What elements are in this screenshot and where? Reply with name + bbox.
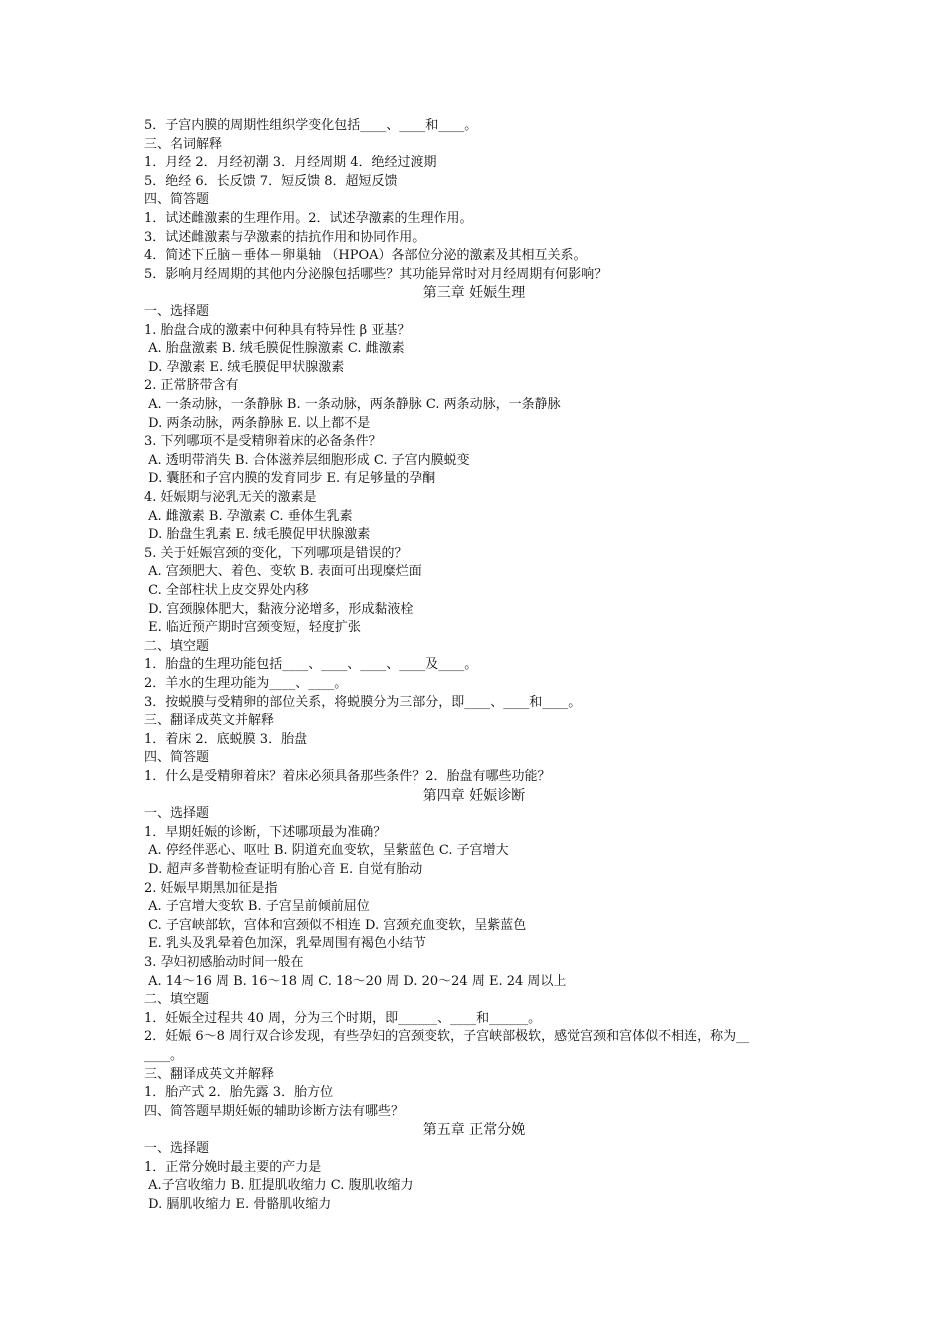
text-line: D. 胎盘生乳素 E. 绒毛膜促甲状腺激素 — [144, 527, 371, 543]
text-line: D. 两条动脉，两条静脉 E. 以上都不是 — [144, 415, 371, 431]
text-line: 三、名词解释 — [144, 136, 223, 152]
chapter-heading: 第三章 妊娠生理 — [422, 285, 526, 302]
text-line: 1. 胎盘合成的激素中何种具有特异性 β 亚基？ — [144, 322, 411, 338]
text-line: E. 临近预产期时宫颈变短，轻度扩张 — [144, 620, 361, 636]
text-line: ____。 — [144, 1048, 184, 1063]
text-line: D. 超声多普勒检查证明有胎心音 E. 自觉有胎动 — [144, 862, 423, 877]
text-line: 4．简述下丘脑－垂体－卵巢轴 （HPOA）各部位分泌的激素及其相互关系。 — [144, 248, 587, 264]
text-line: D. 孕激素 E. 绒毛膜促甲状腺激素 — [144, 359, 345, 375]
chapter-heading: 第五章 正常分娩 — [422, 1122, 526, 1139]
text-line: 1．胎产式 2．胎先露 3．胎方位 — [144, 1085, 334, 1101]
text-line: D. 宫颈腺体肥大，黏液分泌增多，形成黏液栓 — [144, 601, 414, 617]
text-line: 1．胎盘的生理功能包括____、____、____、____及____。 — [144, 657, 478, 673]
text-line: 1．早期妊娠的诊断，下述哪项最为准确？ — [144, 824, 387, 840]
text-line: 二、填空题 — [144, 638, 210, 654]
text-line: 四、简答题 — [144, 750, 210, 766]
text-line: 2．妊娠 6～8 周行双合诊发现，有些孕妇的宫颈变软，子宫峡部极软，感觉宫颈和宫体似不相连，称为__ — [144, 1029, 750, 1045]
text-line: A. 一条动脉，一条静脉 B. 一条动脉，两条静脉 C. 两条动脉，一条静脉 — [144, 397, 561, 412]
text-line: 1．什么是受精卵着床？着床必须具备那些条件？2．胎盘有哪些功能？ — [144, 769, 551, 784]
text-line: 5. 关于妊娠宫颈的变化，下列哪项是错误的？ — [144, 545, 408, 561]
text-line: D. 囊胚和子宫内膜的发育同步 E. 有足够量的孕酮 — [144, 471, 436, 487]
text-line: 一、选择题 — [144, 1141, 210, 1156]
text-line: 3．按蜕膜与受精卵的部位关系，将蜕膜分为三部分，即____、____和____。 — [144, 694, 582, 710]
text-line: 一、选择题 — [144, 806, 210, 822]
text-line: 四、简答题 — [144, 192, 210, 208]
text-line: 1．正常分娩时最主要的产力是 — [144, 1159, 322, 1175]
text-line: D. 膈肌收缩力 E. 骨骼肌收缩力 — [144, 1196, 332, 1212]
text-line: 四、简答题早期妊娠的辅助诊断方法有哪些？ — [144, 1103, 405, 1119]
text-line: A. 停经伴恶心、呕吐 B. 阴道充血变软，呈紫蓝色 C. 子宫增大 — [144, 843, 509, 859]
text-line: 5．子宫内膜的周期性组织学变化包括____、____和____。 — [144, 118, 478, 133]
text-line: 3．试述雌激素与孕激素的拮抗作用和协同作用。 — [144, 229, 426, 245]
text-line: 5．影响月经周期的其他内分泌腺包括哪些？其功能异常时对月经周期有何影响？ — [144, 266, 608, 282]
text-line: 1．试述雌激素的生理作用。2．试述孕激素的生理作用。 — [144, 211, 473, 226]
text-line: 5．绝经 6．长反馈 7．短反馈 8．超短反馈 — [144, 173, 398, 189]
text-line: 3. 孕妇初感胎动时间一般在 — [144, 955, 304, 970]
text-line: 3. 下列哪项不是受精卵着床的必备条件？ — [144, 434, 382, 450]
text-line: 2. 正常脐带含有 — [144, 378, 239, 394]
text-line: 1．月经 2．月经初潮 3．月经周期 4．绝经过渡期 — [144, 155, 437, 171]
text-line: A.子宫收缩力 B. 肛提肌收缩力 C. 腹肌收缩力 — [144, 1178, 414, 1194]
text-line: A. 透明带消失 B. 合体滋养层细胞形成 C. 子宫内膜蜕变 — [144, 452, 470, 468]
text-line: 三、翻译成英文并解释 — [144, 713, 275, 729]
chapter-heading: 第四章 妊娠诊断 — [422, 787, 526, 804]
text-line: 2．羊水的生理功能为____、____。 — [144, 676, 348, 691]
text-line: A. 子宫增大变软 B. 子宫呈前倾前屈位 — [144, 899, 370, 915]
text-line: C. 全部柱状上皮交界处内移 — [144, 583, 309, 598]
text-line: A. 宫颈肥大、着色、变软 B. 表面可出现糜烂面 — [144, 564, 422, 580]
text-line: 三、翻译成英文并解释 — [144, 1066, 275, 1082]
text-line: A. 雌激素 B. 孕激素 C. 垂体生乳素 — [144, 508, 353, 524]
text-line: 4. 妊娠期与泌乳无关的激素是 — [144, 490, 317, 505]
text-line: 1．妊娠全过程共 40 周，分为三个时期，即______、____和______。 — [144, 1010, 542, 1026]
text-line: C. 子宫峡部软，宫体和宫颈似不相连 D. 宫颈充血变软，呈紫蓝色 — [144, 917, 527, 933]
text-line: 一、选择题 — [144, 304, 210, 319]
text-line: A. 胎盘激素 B. 绒毛膜促性腺激素 C. 雌激素 — [144, 341, 405, 357]
text-line: E. 乳头及乳晕着色加深，乳晕周围有褐色小结节 — [144, 936, 426, 952]
text-line: A. 14～16 周 B. 16～18 周 C. 18～20 周 D. 20～24 周 E. 24 周以上 — [144, 973, 567, 989]
text-line: 二、填空题 — [144, 992, 210, 1008]
text-line: 1．着床 2．底蜕膜 3．胎盘 — [144, 731, 308, 747]
text-line: 2. 妊娠早期黑加征是指 — [144, 880, 278, 896]
